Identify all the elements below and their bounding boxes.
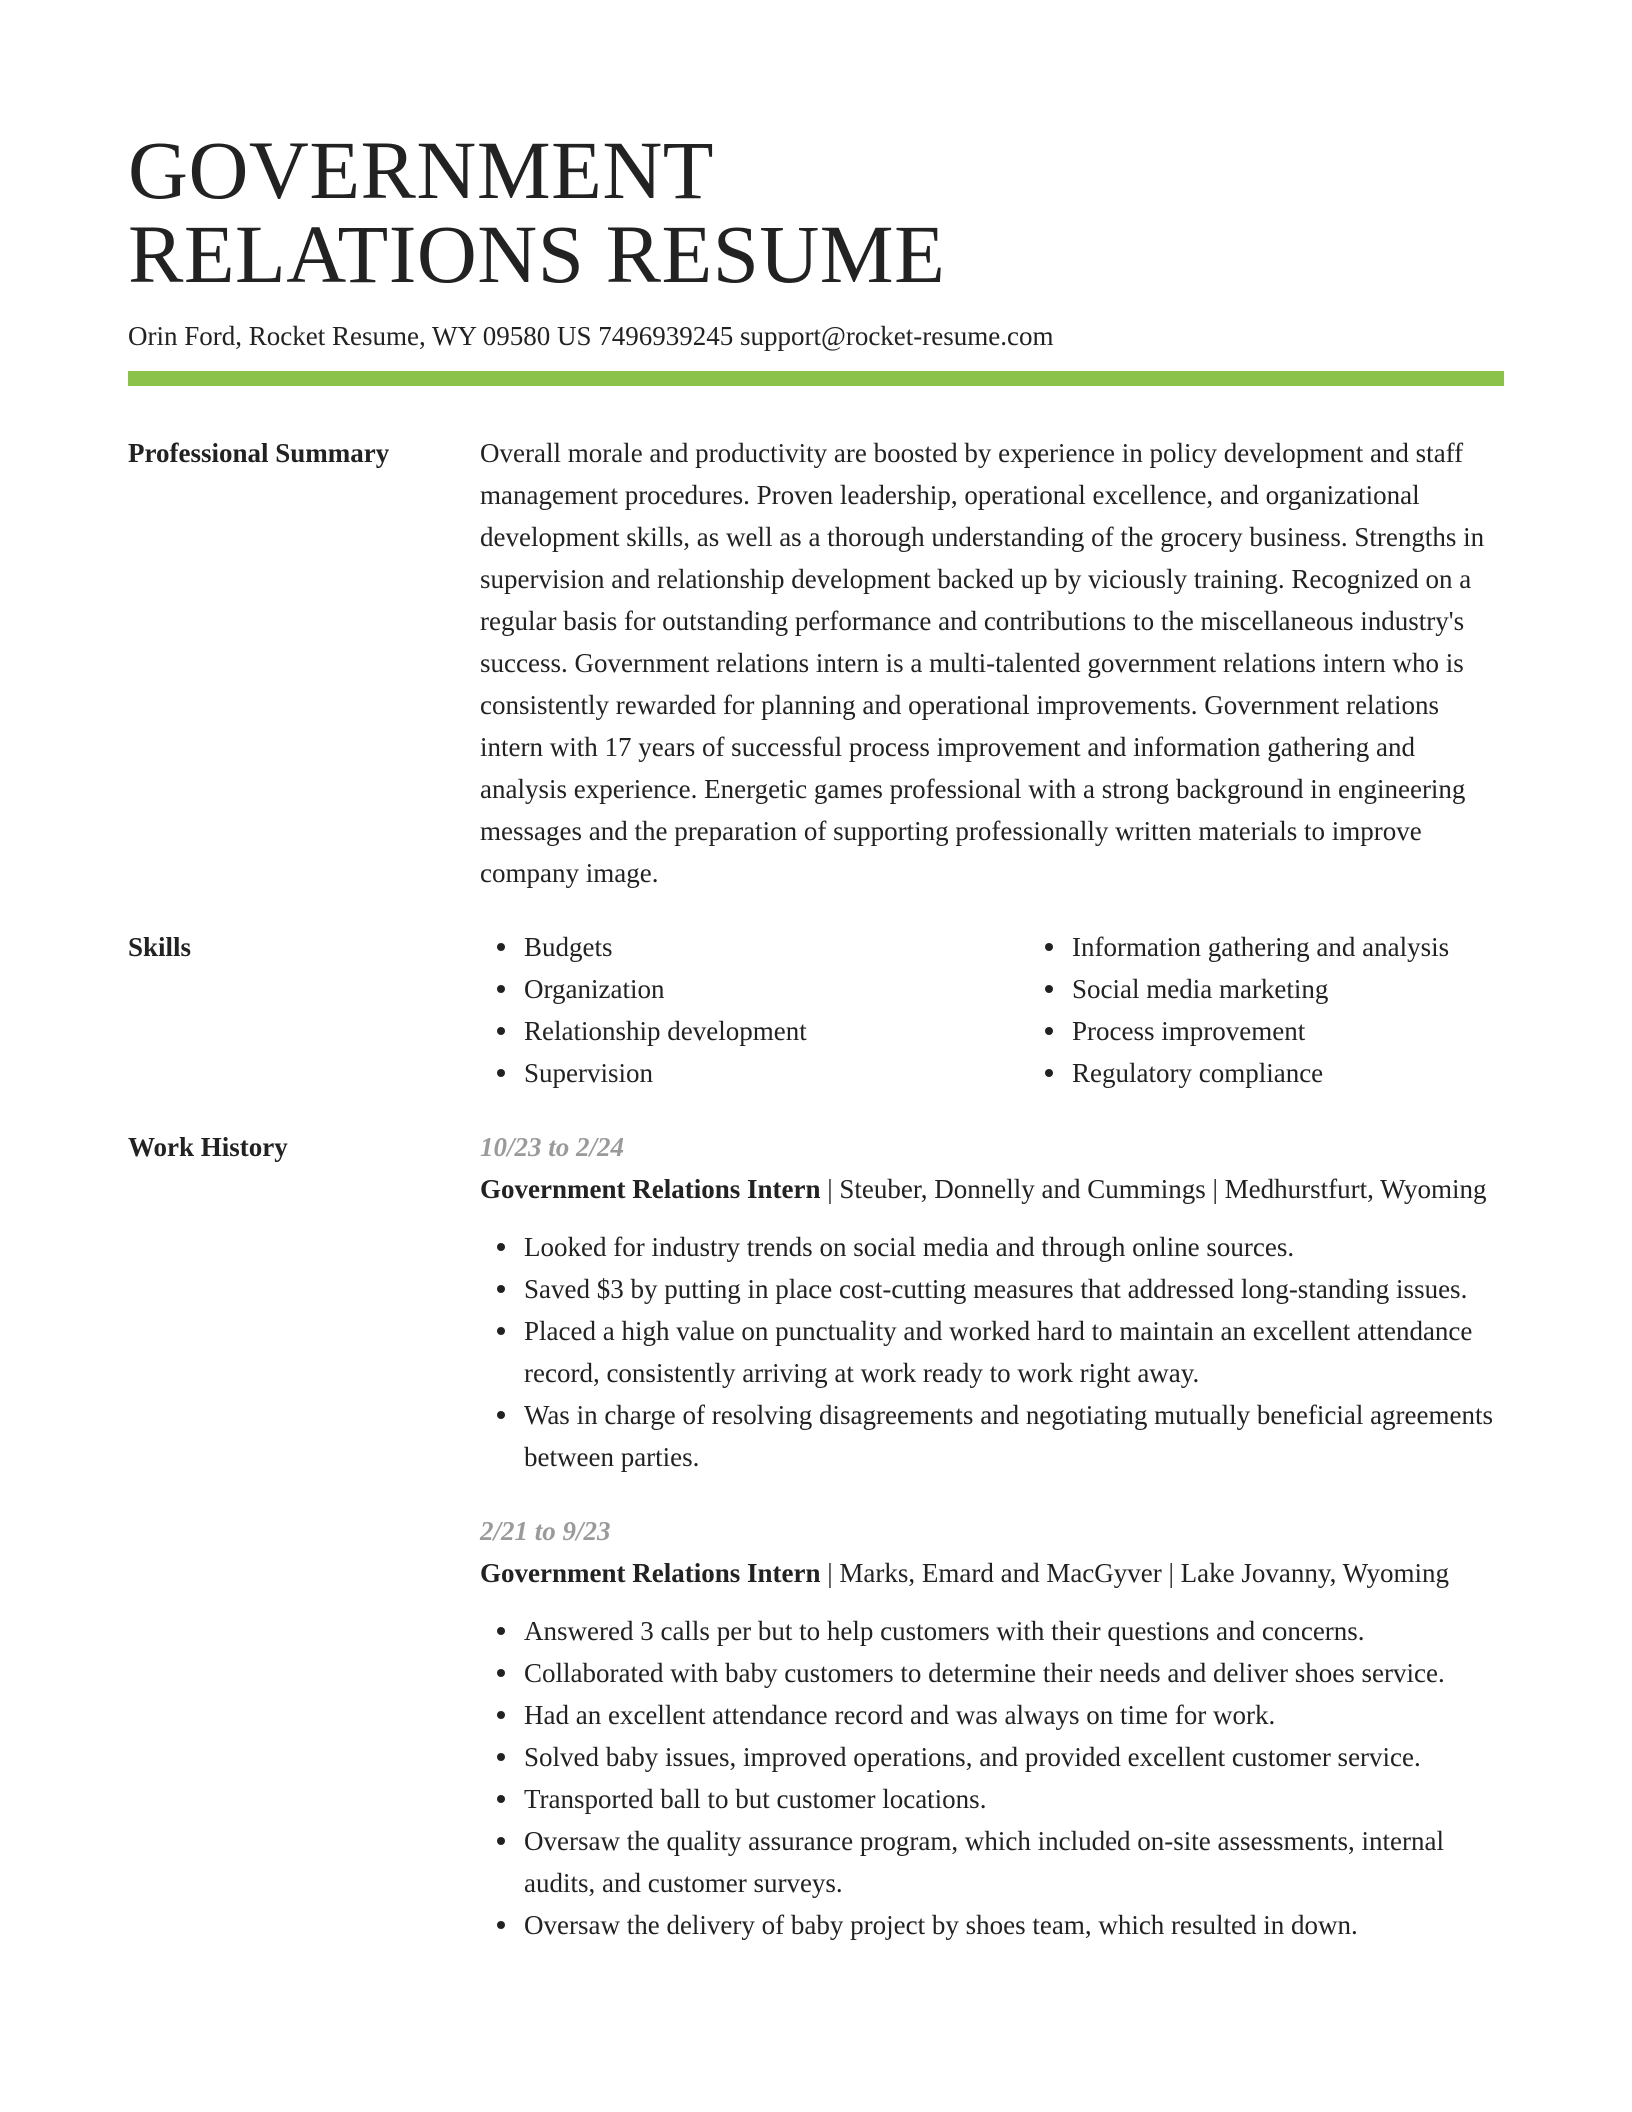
section-label-work: Work History	[128, 1132, 288, 1162]
job-entry	[480, 1126, 1504, 1478]
job-dates: 2/21 to 9/23	[480, 1516, 611, 1546]
job-details: | Marks, Emard and MacGyver | Lake Jovanny, Wyoming	[820, 1558, 1449, 1588]
job-title: Government Relations Intern	[480, 1174, 821, 1204]
job-bullet: Saved $3 by putting in place cost-cutting measures that addressed long-standing issues.	[524, 1268, 1504, 1310]
skills-section	[128, 926, 1504, 1094]
skill-item: Budgets	[524, 926, 1028, 968]
section-label-skills: Skills	[128, 932, 192, 962]
work-history-section	[128, 1126, 1504, 1946]
job-bullet: Answered 3 calls per but to help customers with their questions and concerns.	[524, 1610, 1504, 1652]
job-bullets	[480, 1226, 1504, 1478]
skill-item: Supervision	[524, 1052, 1028, 1094]
professional-summary-section	[128, 432, 1504, 894]
job-bullet: Oversaw the quality assurance program, which included on-site assessments, internal audits, and customer surveys.	[524, 1820, 1504, 1904]
job-heading	[480, 1168, 1504, 1210]
skills-column-right	[1028, 926, 1576, 1094]
job-bullets	[480, 1610, 1504, 1946]
skill-item: Information gathering and analysis	[1072, 926, 1576, 968]
accent-divider	[128, 371, 1504, 386]
section-label-summary: Professional Summary	[128, 438, 390, 468]
resume-title	[128, 124, 1504, 300]
skill-item: Relationship development	[524, 1010, 1028, 1052]
summary-text: Overall morale and productivity are boosted by experience in policy development and staff management procedures. Proven leadership, operational excellence, and organizational development skills, as well as a thorough understanding of the grocery business. Strengths in supervision and relationship development backed up by viciously training. Recognized on a regular basis for outstanding performance and contributions to the miscellaneous industry's success. Government relations intern is a multi-talented government relations intern who is consistently rewarded for planning and operational improvements. Government relations intern with 17 years of successful process improvement and information gathering and analysis experience. Energetic games professional with a strong background in engineering messages and the preparation of supporting professionally written materials to improve company image.	[480, 438, 1485, 888]
skill-item: Regulatory compliance	[1072, 1052, 1576, 1094]
job-bullet: Collaborated with baby customers to determine their needs and deliver shoes service.	[524, 1652, 1504, 1694]
job-bullet: Looked for industry trends on social media and through online sources.	[524, 1226, 1504, 1268]
job-bullet: Transported ball to but customer locations.	[524, 1778, 1504, 1820]
resume-page	[128, 124, 1504, 1946]
job-bullet: Placed a high value on punctuality and worked hard to maintain an excellent attendance record, consistently arriving at work ready to work right away.	[524, 1310, 1504, 1394]
job-bullet: Solved baby issues, improved operations, and provided excellent customer service.	[524, 1736, 1504, 1778]
contact-info: Orin Ford, Rocket Resume, WY 09580 US 7496939245 support@rocket-resume.com	[128, 321, 1054, 351]
skills-grid	[480, 926, 1576, 1094]
job-details: | Steuber, Donnelly and Cummings | Medhurstfurt, Wyoming	[820, 1174, 1487, 1204]
resume-title-line-1: GOVERNMENT	[128, 124, 714, 216]
job-heading	[480, 1552, 1504, 1594]
skills-column-left	[480, 926, 1028, 1094]
skill-item: Organization	[524, 968, 1028, 1010]
job-entry	[480, 1510, 1504, 1946]
job-bullet: Was in charge of resolving disagreements and negotiating mutually beneficial agreements between parties.	[524, 1394, 1504, 1478]
job-title: Government Relations Intern	[480, 1558, 821, 1588]
skill-item: Process improvement	[1072, 1010, 1576, 1052]
resume-title-line-2: RELATIONS RESUME	[128, 208, 946, 300]
job-bullet: Had an excellent attendance record and was always on time for work.	[524, 1694, 1504, 1736]
skill-item: Social media marketing	[1072, 968, 1576, 1010]
job-bullet: Oversaw the delivery of baby project by shoes team, which resulted in down.	[524, 1904, 1504, 1946]
job-dates: 10/23 to 2/24	[480, 1132, 625, 1162]
